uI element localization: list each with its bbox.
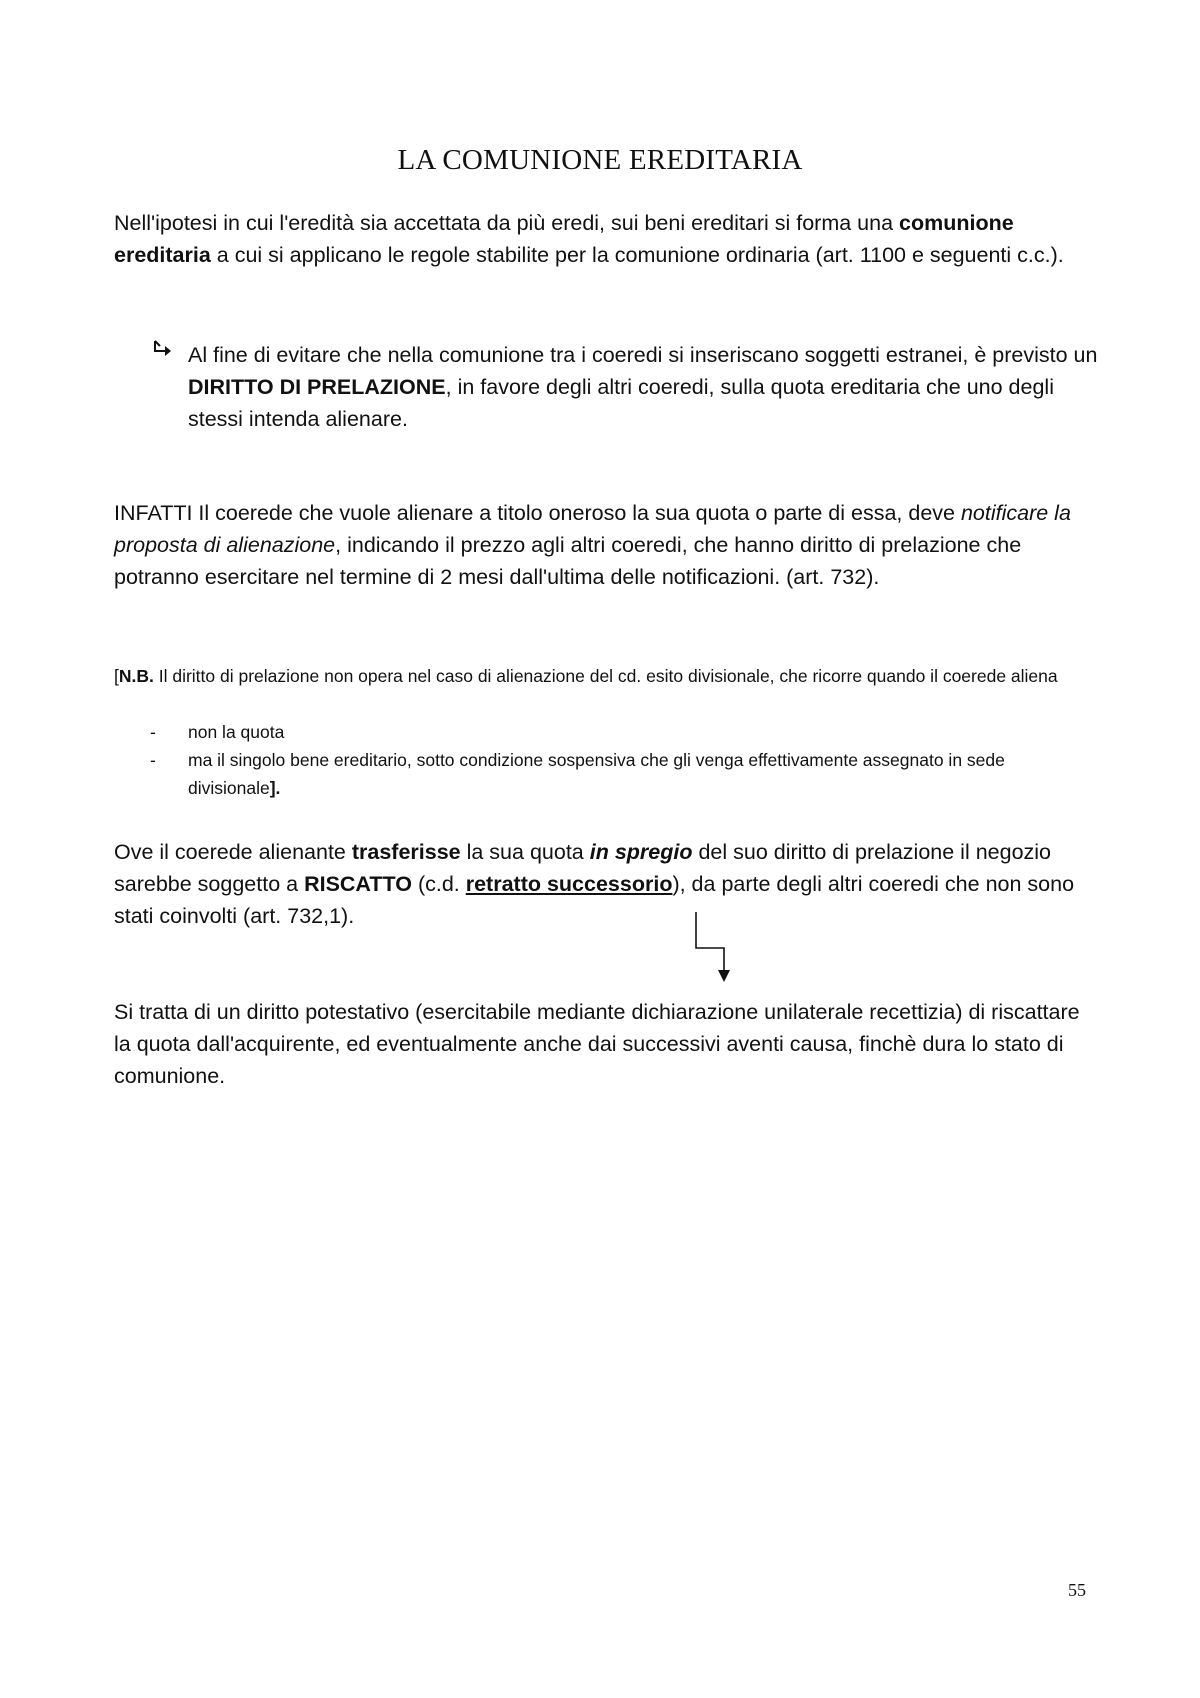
underlined-term: retratto successorio	[465, 872, 673, 896]
arrow-bullet-icon	[152, 339, 174, 365]
bullet-paragraph: Al fine di evitare che nella comunione tra i coeredi si inseriscano soggetti estranei, è previsto un DIRITTO DI PRELAZIONE, in favore degli altri coeredi, sulla quota ereditaria che uno degli stessi intenda alienare.	[188, 343, 1098, 431]
bold-term: DIRITTO DI PRELAZIONE	[188, 375, 446, 399]
nb-label: N.B.	[118, 666, 154, 686]
intro-paragraph: Nell'ipotesi in cui l'eredità sia accettata da più eredi, sui beni ereditari si forma una comunione ereditaria a cui si applicano le regole stabilite per la comunione ordinaria (art. 1100 e seguenti c.c.).	[114, 211, 1064, 267]
italic-term: notificare la proposta di alienazione	[114, 501, 1071, 557]
bold-term: trasferisse	[351, 840, 461, 864]
list-item: - non la quota	[150, 722, 285, 742]
bold-term: RISCATTO	[304, 872, 412, 896]
bold-italic-term: in spregio	[589, 840, 693, 864]
page-title: LA COMUNIONE EREDITARIA	[397, 144, 803, 176]
list-item: - ma il singolo bene ereditario, sotto condizione sospensiva che gli venga effettivamente assegnato in sede divisionale].	[150, 750, 1005, 798]
riscatto-paragraph: Ove il coerede alienante trasferisse la sua quota in spregio del suo diritto di prelazione il negozio sarebbe soggetto a RISCATTO (c.d. retratto successorio), da parte degli altri coeredi che non sono stati coinvolti (art. 732,1).	[114, 840, 1075, 928]
nb-dash-list	[150, 718, 1100, 802]
bold-term: comunione ereditaria	[114, 211, 1014, 267]
down-arrow-icon	[690, 910, 730, 991]
potestativo-paragraph: Si tratta di un diritto potestativo (esercitabile mediante dichiarazione unilaterale recettizia) di riscattare la quota dall'acquirente, ed eventualmente anche dai successivi aventi causa, finchè dura lo stato di comunione.	[114, 1000, 1080, 1088]
nb-note: [N.B. Il diritto di prelazione non opera nel caso di alienazione del cd. esito divisionale, che ricorre quando il coerede aliena	[114, 666, 1058, 686]
page-number: 55	[1068, 1580, 1086, 1600]
infatti-paragraph: INFATTI Il coerede che vuole alienare a titolo oneroso la sua quota o parte di essa, deve notificare la proposta di alienazione, indicando il prezzo agli altri coeredi, che hanno diritto di prelazione che potranno esercitare nel termine di 2 mesi dall'ultima delle notificazioni. (art. 732).	[114, 501, 1071, 589]
